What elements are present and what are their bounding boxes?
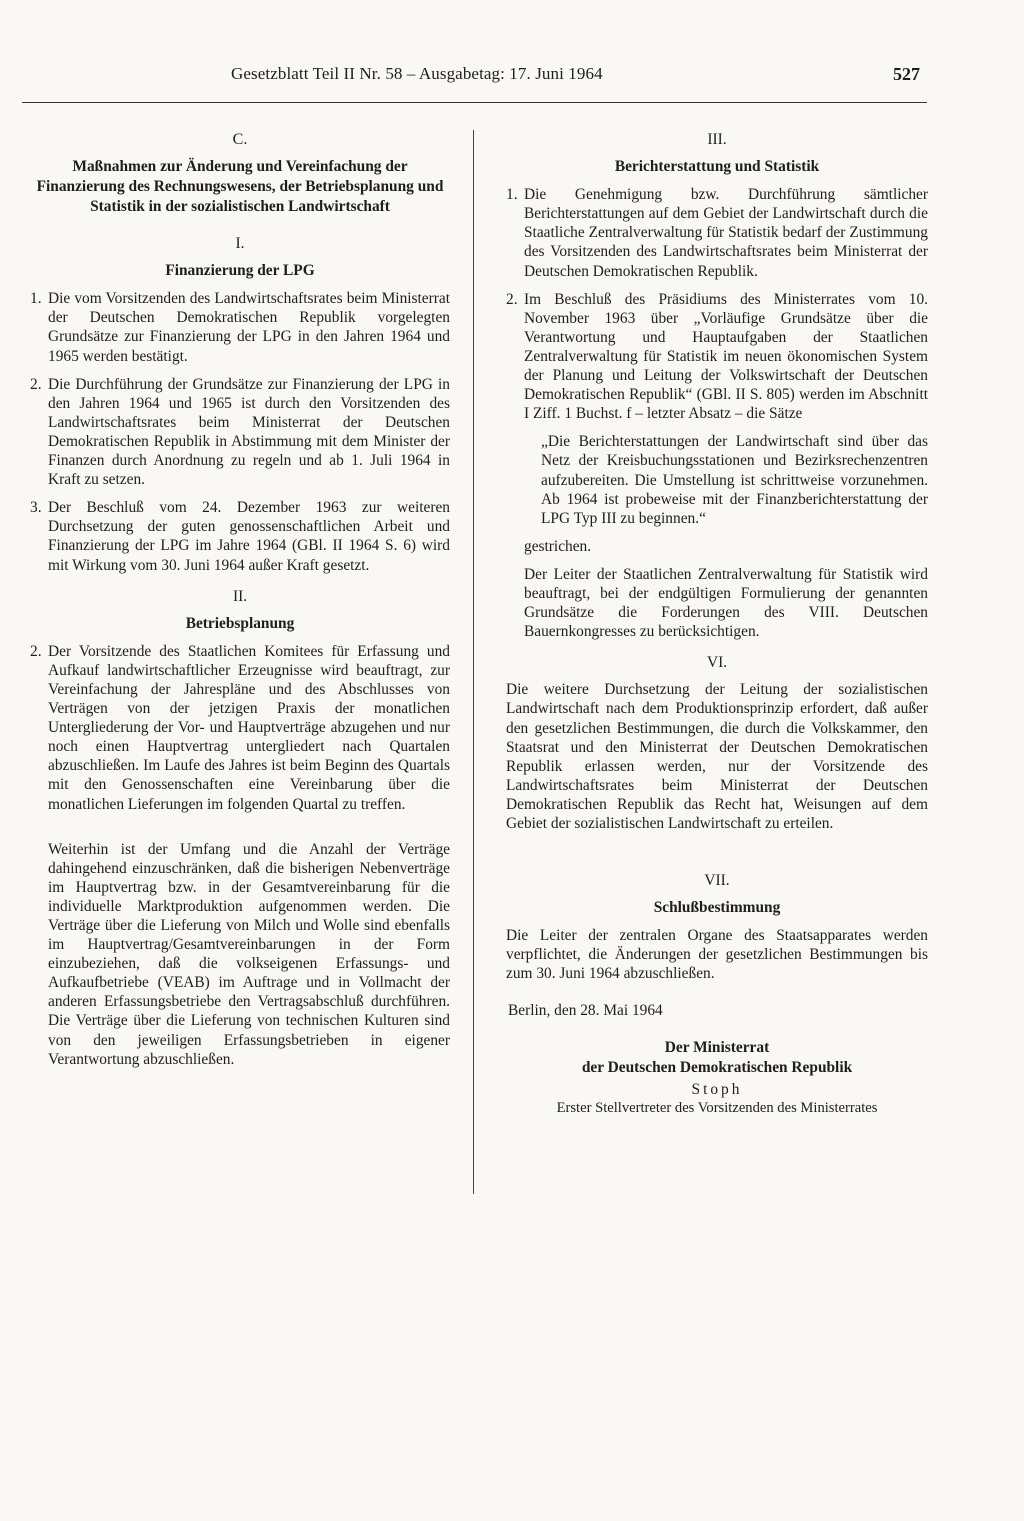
header-rule (22, 102, 927, 103)
spacer (506, 842, 928, 859)
item-number: 1. (506, 186, 518, 204)
signatory-name: Stoph (691, 1080, 743, 1098)
section-title-betriebsplanung: Betriebsplanung (185, 614, 295, 632)
item-text: Im Beschluß des Präsidiums des Ministerrates vom 10. November 1963 über „Vorläufige Grundsätze über die Verantwortung und Hauptaufgaben der Staatlichen Zentralverwaltung für Statistik im neuen ökonomischen System der Planung und Leitung der Volkswirtschaft der Deutschen Demokratischen Republik“ (GBl. II S. 805) werden im Abschnitt I Ziff. 1 Buchst. f – letzter Absatz – die Sätze (524, 290, 928, 423)
section-number-6: VI. (706, 654, 728, 672)
signatory-organ: Der Ministerrat (664, 1038, 770, 1056)
signatory-role: Erster Stellvertreter des Vorsitzenden des Ministerrates (556, 1099, 878, 1116)
list-item (30, 498, 450, 574)
item-text: Der Beschluß vom 24. Dezember 1963 zur weiteren Durchsetzung der guten genossenschaftlichen Arbeit und Finanzierung der LPG im Jahre 1964 (GBl. II 1964 S. 6) wird mit Wirkung vom 30. Juni 1964 außer Kraft gesetzt. (48, 499, 450, 574)
main-title: Maßnahmen zur Änderung und Vereinfachung der Finanzierung des Rechnungswesens, der Betriebsplanung und Statistik in der sozialistischen Landwirtschaft (36, 158, 444, 216)
item-number: 3. (30, 499, 42, 517)
item-number: 2. (506, 290, 518, 308)
quoted-passage: „Die Berichterstattungen der Landwirtschaft sind über das Netz der Kreisbuchungsstationen und Bezirksrechenzentren aufzubereiten. Die Umstellung ist schrittweise vorzunehmen. Ab 1964 ist probeweise mit der Finanzberichterstattung der LPG Typ III zu beginnen.“ (541, 433, 928, 527)
place-date: Berlin, den 28. Mai 1964 (508, 1001, 663, 1019)
list-item (30, 289, 450, 365)
list-item (30, 375, 450, 490)
section-number-3: III. (707, 131, 727, 148)
paragraph: Die weitere Durchsetzung der Leitung der sozialistischen Landwirtschaft nach dem Produktionsprinzip erfordert, daß außer den gesetzlichen Bestimmungen, die durch die Volkskammer, den Staatsrat und den Ministerrat der Deutschen Demokratischen Republik erlassen werden, nur der Vorsitzende des Landwirtschaftsrates beim Ministerrat der Deutschen Demokratischen Republik das Recht hat, Weisungen auf dem Gebiet der sozialistischen Landwirtschaft zu erteilen. (506, 681, 928, 832)
paragraph: Die Leiter der zentralen Organe des Staatsapparates werden verpflichtet, die Änderungen der gesetzlichen Bestimmungen bis zum 30. Juni 1964 abzuschließen. (506, 927, 928, 983)
item-text: Die Genehmigung bzw. Durchführung sämtlicher Berichterstattungen auf dem Gebiet der Landwirtschaft durch die Staatliche Zentralverwaltung für Statistik bedarf der Zustimmung des Vorsitzenden des Landwirtschaftsrates beim Ministerrat der Deutschen Demokratischen Republik. (524, 186, 928, 280)
page-header (0, 62, 1024, 92)
spacer (30, 823, 450, 840)
column-divider (473, 130, 474, 1194)
item-text: Die Durchführung der Grundsätze zur Finanzierung der LPG in den Jahren 1964 und 1965 ist durch den Vorsitzenden des Landwirtschaftsrates beim Ministerrat der Deutschen Demokratischen Republik in Abstimmung mit dem Minister der Finanzen durch Anordnung zu regeln und ab 1. Juli 1964 in Kraft zu setzen. (48, 375, 450, 489)
signatory-organ: der Deutschen Demokratischen Republik (581, 1058, 853, 1076)
running-title: Gesetzblatt Teil II Nr. 58 – Ausgabetag: 17. Juni 1964 (231, 64, 603, 83)
page-number: 527 (893, 64, 920, 84)
struck-note: gestrichen. (524, 537, 592, 555)
right-column (506, 130, 928, 1118)
list-item (30, 642, 450, 814)
list-item (506, 290, 928, 424)
section-number-7: VII. (704, 872, 730, 890)
item-number: 2. (30, 375, 42, 393)
section-title-berichterstattung: Berichterstattung und Statistik (614, 158, 820, 176)
item-number: 2. (30, 642, 42, 660)
item-number: 1. (30, 290, 42, 308)
section-title-schlussbestimmung: Schlußbestimmung (653, 899, 781, 917)
item-text: Die vom Vorsitzenden des Landwirtschaftsrates beim Ministerrat der Deutschen Demokratischen Republik vorgelegten Grundsätze zur Finanzierung der LPG in den Jahren 1964 und 1965 werden bestätigt. (48, 290, 450, 365)
paragraph: Weiterhin ist der Umfang und die Anzahl der Verträge dahingehend einzuschränken, daß die bisherigen Nebenverträge im Hauptvertrag bzw. in der Gesamtvereinbarung für die individuelle Marktproduktion aufgenommen werden. Die Verträge über die Lieferung von Milch und Wolle sind ebenfalls im Hauptvertrag/Gesamtvereinbarungen in der Form einzubeziehen, daß die volkseigenen Erfassungs- und Aufkaufbetriebe (VEAB) im Auftrage und in Vollmacht der anderen Erfassungsbetriebe den Vertragsabschluß durchführen. Die Verträge über die Lieferung von technischen Kulturen sind von den jeweiligen Erfassungsbetrieben in eigener Verantwortung abzuschließen. (48, 840, 450, 1068)
section-title-finanzierung: Finanzierung der LPG (165, 262, 315, 280)
section-number-1: I. (235, 235, 245, 253)
list-item (506, 185, 928, 280)
section-number-2: II. (232, 587, 248, 605)
left-column (30, 130, 450, 1078)
paragraph: Der Leiter der Staatlichen Zentralverwaltung für Statistik wird beauftragt, bei der endgültigen Formulierung der genannten Grundsätze die Forderungen des VIII. Deutschen Bauernkongresses zu berücksichtigen. (524, 565, 928, 641)
item-text: Der Vorsitzende des Staatlichen Komitees für Erfassung und Aufkauf landwirtschaftlicher Erzeugnisse wird beauftragt, zur Vereinfachung der Jahrespläne und des Abschlusses von Verträgen von der jetzigen Praxis der monatlichen Untergliederung der Vor- und Hauptverträge abzugehen und nur noch einen Hauptvertrag untergliedert nach Quartalen abzuschließen. Im Laufe des Jahres ist beim Beginn des Quartals mit den Genossenschaften eine Vereinbarung über die monatlichen Lieferungen im folgenden Quartal zu treffen. (48, 642, 450, 813)
section-letter: C. (232, 131, 248, 148)
